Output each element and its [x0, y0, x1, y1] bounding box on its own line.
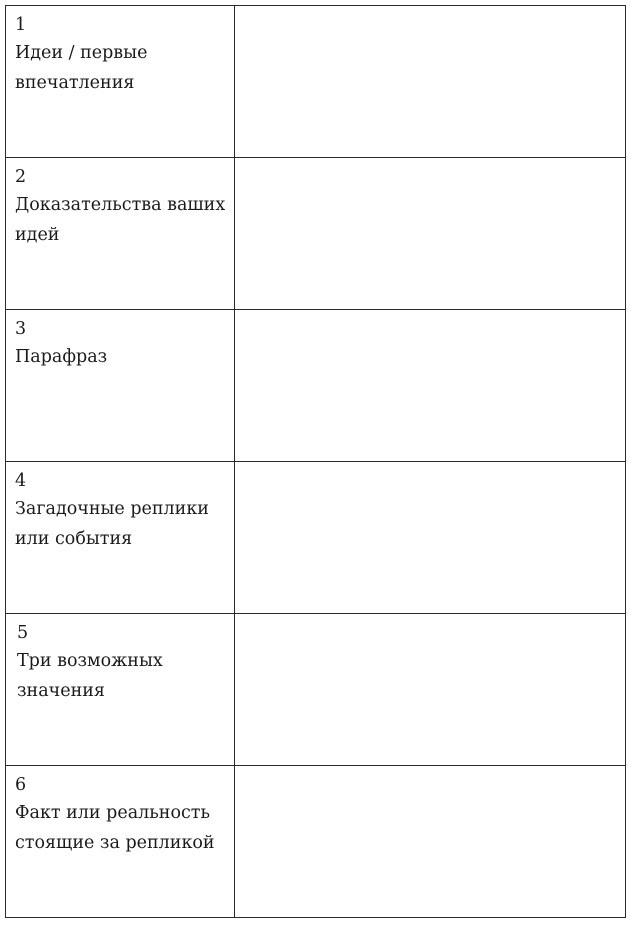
table-row [6, 158, 626, 310]
row-number: 3 [15, 319, 27, 339]
row-number: 2 [15, 167, 27, 187]
answer-cell[interactable] [235, 6, 626, 158]
row-label: Парафраз [15, 347, 108, 367]
row-label: Загадочные реплики или события [15, 499, 209, 549]
row-label-cell [6, 462, 235, 614]
row-label: Факт или реальность стоящие за репликой [15, 803, 215, 853]
row-label-cell [6, 158, 235, 310]
table-row [6, 614, 626, 766]
row-number: 6 [15, 775, 27, 795]
answer-cell[interactable] [235, 462, 626, 614]
row-label-cell [6, 614, 235, 766]
row-label-cell [6, 6, 235, 158]
row-label: Доказательства ваших идей [15, 195, 226, 245]
row-label: Идеи / первые впечатления [15, 43, 148, 93]
answer-cell[interactable] [235, 766, 626, 918]
row-number: 4 [15, 471, 27, 491]
answer-cell[interactable] [235, 158, 626, 310]
table-row [6, 766, 626, 918]
row-label: Три возможных значения [17, 651, 163, 701]
table-row [6, 462, 626, 614]
row-number: 5 [17, 623, 29, 643]
answer-cell[interactable] [235, 614, 626, 766]
row-label-cell [6, 766, 235, 918]
worksheet-table [5, 5, 626, 918]
row-number: 1 [15, 15, 27, 35]
table-row [6, 310, 626, 462]
row-label-cell [6, 310, 235, 462]
table-row [6, 6, 626, 158]
answer-cell[interactable] [235, 310, 626, 462]
